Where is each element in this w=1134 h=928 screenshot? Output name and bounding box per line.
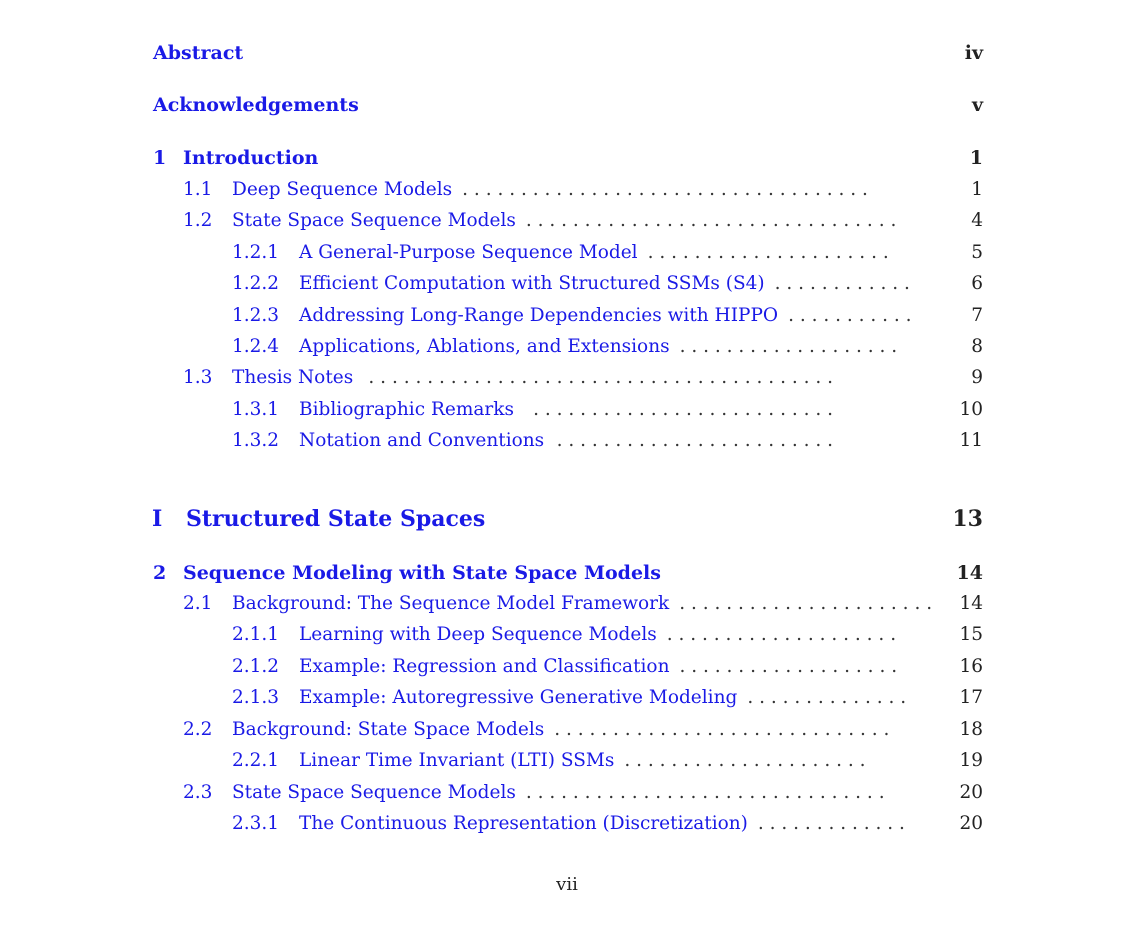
toc-number[interactable]: 1.3 [183, 367, 213, 388]
leader-dots: . . . . . . . . . . . . . . . . . . . . . [647, 242, 889, 263]
toc-title[interactable]: Abstract [153, 42, 244, 64]
toc-number[interactable]: 2.3.1 [232, 813, 280, 834]
toc-entry-subsection[interactable] [232, 687, 983, 708]
toc-page: 14 [959, 593, 983, 614]
leader-dots: . . . . . . . . . . . . . . . . . . . . . . [679, 593, 933, 614]
toc-entry-section[interactable] [183, 179, 983, 200]
leader-dots: . . . . . . . . . . . . . . . . . . . . . . . . [556, 430, 833, 451]
leader-dots: . . . . . . . . . . . . . . . . . . . . [666, 624, 897, 645]
toc-entry-subsection[interactable] [232, 336, 983, 357]
toc-entry-subsection[interactable] [232, 750, 983, 771]
toc-title[interactable]: State Space Sequence Models [232, 210, 516, 231]
toc-title[interactable]: Acknowledgements [153, 94, 359, 116]
toc-page: 20 [959, 813, 983, 834]
toc-title[interactable]: Addressing Long-Range Dependencies with HIPPO [299, 305, 779, 326]
toc-entry-subsection[interactable] [232, 624, 983, 645]
toc-page: 13 [952, 506, 983, 532]
toc-page: 9 [971, 367, 983, 388]
toc-title[interactable]: Thesis Notes [232, 367, 354, 388]
toc-number[interactable]: 1.2 [183, 210, 213, 231]
toc-page: 11 [959, 430, 983, 451]
leader-dots: . . . . . . . . . . . . . . . . . . . . . . . . . . . . . . . [525, 782, 885, 803]
toc-number[interactable]: I [152, 506, 163, 532]
toc-page: 4 [971, 210, 983, 231]
toc-number[interactable]: 2.1.1 [232, 624, 280, 645]
leader-dots: . . . . . . . . . . . . . . [747, 687, 907, 708]
toc-number[interactable]: 2.1.2 [232, 656, 280, 677]
toc-number[interactable]: 2.2.1 [232, 750, 280, 771]
toc-entry-subsection[interactable] [232, 305, 983, 326]
toc-entry-subsection[interactable] [232, 242, 983, 263]
leader-dots: . . . . . . . . . . . . . . . . . . . . . . . . . . . . . . . . [525, 210, 897, 231]
toc-number[interactable]: 1.2.1 [232, 242, 280, 263]
leader-dots: . . . . . . . . . . . . . [757, 813, 905, 834]
leader-dots: . . . . . . . . . . . . . . . . . . . . . . . . . . . . . . . . . . . [462, 179, 868, 200]
toc-entry-chapter[interactable] [153, 147, 983, 169]
toc-title[interactable]: Notation and Conventions [299, 430, 545, 451]
toc-entry-subsection[interactable] [232, 273, 983, 294]
toc-title[interactable]: A General-Purpose Sequence Model [299, 242, 638, 263]
toc-entry-subsection[interactable] [232, 656, 983, 677]
leader-dots: . . . . . . . . . . . . . . . . . . . [679, 656, 898, 677]
toc-page: 18 [959, 719, 983, 740]
toc-entry-chapter[interactable] [153, 562, 983, 584]
toc-number[interactable]: 2 [153, 562, 167, 584]
toc-number[interactable]: 1.2.3 [232, 305, 280, 326]
toc-page: 19 [959, 750, 983, 771]
toc-entry-acknowledgements[interactable] [153, 94, 983, 116]
toc-page: 5 [971, 242, 983, 263]
toc-number[interactable]: 1.2.4 [232, 336, 280, 357]
toc-page: 1 [971, 179, 983, 200]
leader-dots: . . . . . . . . . . . . [774, 273, 910, 294]
toc-number[interactable]: 2.1 [183, 593, 213, 614]
toc-number[interactable]: 1 [153, 147, 167, 169]
toc-entry-section[interactable] [183, 719, 983, 740]
toc-number[interactable]: 1.2.2 [232, 273, 280, 294]
toc-page: v [971, 94, 983, 116]
toc-title[interactable]: Background: State Space Models [232, 719, 545, 740]
toc-page: 1 [969, 147, 983, 169]
toc-title[interactable]: Sequence Modeling with State Space Models [183, 562, 661, 584]
toc-page: 7 [971, 305, 983, 326]
toc-entry-subsection[interactable] [232, 399, 983, 420]
toc-number[interactable]: 1.1 [183, 179, 213, 200]
toc-number[interactable]: 2.2 [183, 719, 213, 740]
toc-title[interactable]: Background: The Sequence Model Framework [232, 593, 670, 614]
toc-title[interactable]: Applications, Ablations, and Extensions [299, 336, 670, 357]
leader-dots: . . . . . . . . . . . . . . . . . . . . . [624, 750, 866, 771]
toc-title[interactable]: Linear Time Invariant (LTI) SSMs [299, 750, 615, 771]
toc-title[interactable]: Example: Autoregressive Generative Modeling [299, 687, 738, 708]
toc-entry-part[interactable] [152, 506, 983, 532]
toc-page: iv [964, 42, 983, 64]
toc-title[interactable]: Bibliographic Remarks [299, 399, 514, 420]
toc-page: 6 [971, 273, 983, 294]
toc-page: 14 [956, 562, 983, 584]
toc-number[interactable]: 1.3.1 [232, 399, 280, 420]
toc-page: 15 [959, 624, 983, 645]
toc-number[interactable]: 2.3 [183, 782, 213, 803]
toc-number[interactable]: 2.1.3 [232, 687, 280, 708]
toc-entry-section[interactable] [183, 367, 983, 388]
toc-title[interactable]: Deep Sequence Models [232, 179, 453, 200]
toc-entry-section[interactable] [183, 782, 983, 803]
leader-dots: . . . . . . . . . . . . . . . . . . . . . . . . . . [533, 399, 833, 420]
toc-page: 20 [959, 782, 983, 803]
toc-title[interactable]: Example: Regression and Classification [299, 656, 670, 677]
toc-title[interactable]: Efficient Computation with Structured SSMs (S4) [299, 273, 765, 294]
leader-dots: . . . . . . . . . . . . . . . . . . . [679, 336, 898, 357]
toc-page: 17 [959, 687, 983, 708]
toc-page: 10 [959, 399, 983, 420]
toc-title[interactable]: Introduction [183, 147, 319, 169]
leader-dots: . . . . . . . . . . . [788, 305, 912, 326]
toc-title[interactable]: State Space Sequence Models [232, 782, 516, 803]
toc-entry-subsection[interactable] [232, 813, 983, 834]
toc-title[interactable]: The Continuous Representation (Discretization) [299, 813, 748, 834]
toc-title[interactable]: Learning with Deep Sequence Models [299, 624, 657, 645]
toc-number[interactable]: 1.3.2 [232, 430, 280, 451]
toc-entry-abstract[interactable] [153, 42, 983, 64]
toc-page: 8 [971, 336, 983, 357]
toc-entry-section[interactable] [183, 593, 983, 614]
toc-page: 16 [959, 656, 983, 677]
leader-dots: . . . . . . . . . . . . . . . . . . . . . . . . . . . . . . . . . . . . . . . . [368, 367, 833, 388]
toc-title[interactable]: Structured State Spaces [186, 506, 486, 532]
leader-dots: . . . . . . . . . . . . . . . . . . . . . . . . . . . . . [554, 719, 890, 740]
toc-entry-section[interactable] [183, 210, 983, 231]
toc-entry-subsection[interactable] [232, 430, 983, 451]
page-number-footer: vii [556, 874, 578, 895]
